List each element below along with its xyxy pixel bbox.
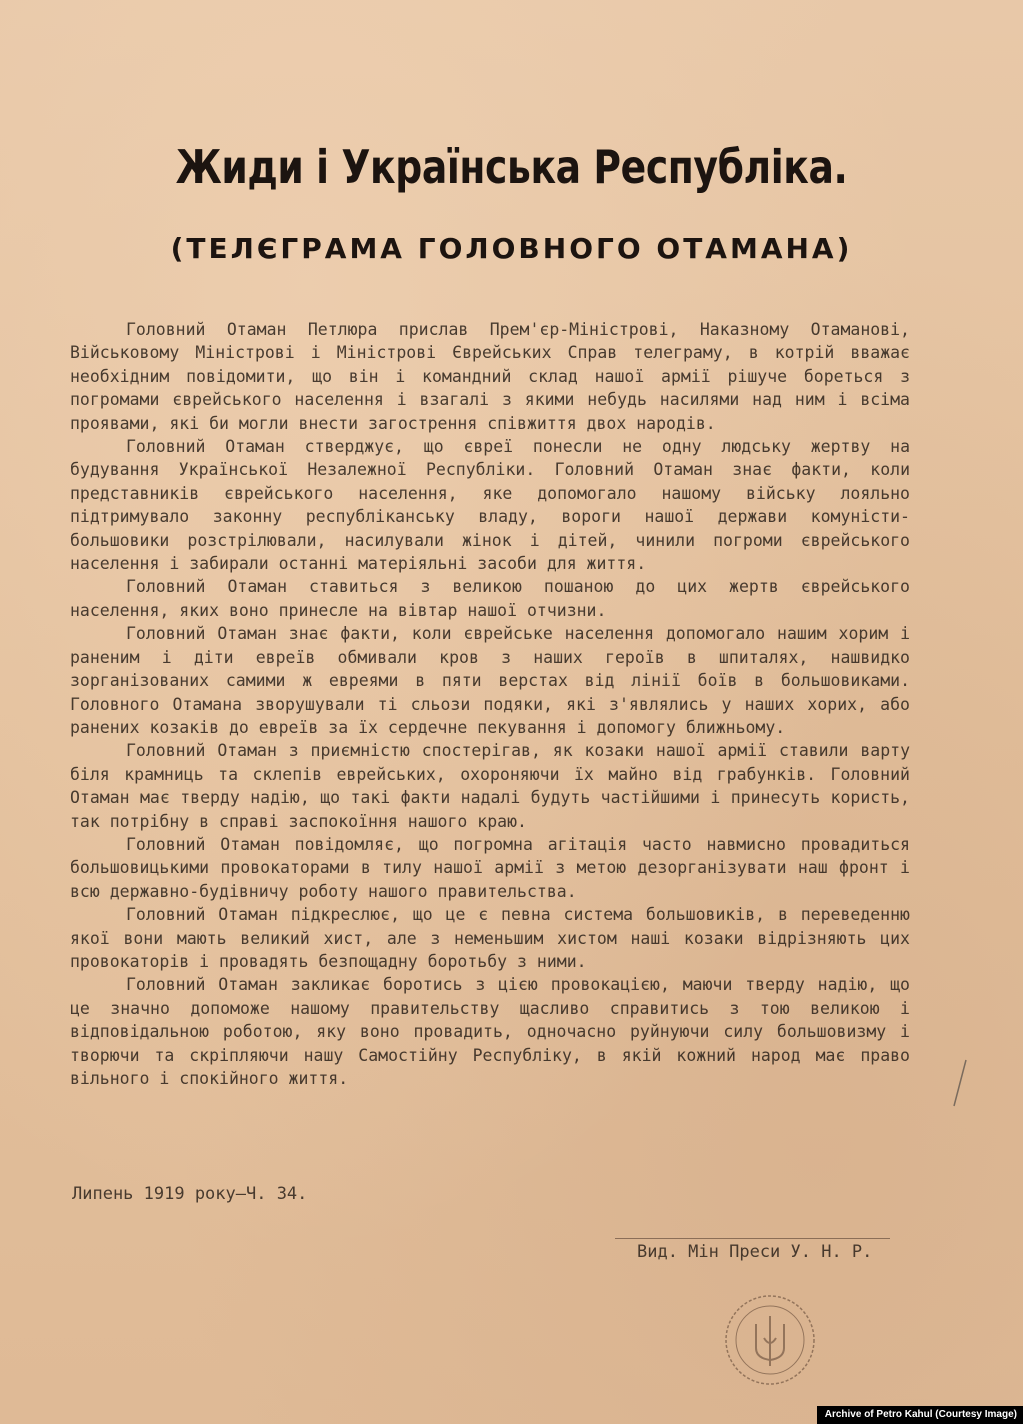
paragraph: Головний Отаман Петлюра прислав Прем'єр-Міністрові, Наказному Отаманові, Військовому Міністрові і Міністрові Єврейських Справ телеграму, в котрій вважає необхідним повідомити, що він і командний склад нашої армії рішуче бореться з погромами єврейського населення і взагалі з якими небудь насилями над ним і всіма проявами, які би могли внести загострення співжиття двох народів. <box>70 320 910 433</box>
paragraph: Головний Отаман знає факти, коли єврейське населення допомогало нашим хорим і раненим і діти евреїв обмивали кров з наших героїв в шпиталях, нашвидко зорганізованих самими ж евреями в пяти верстах від лінії боїв в большовиками. Головного Отамана зворушували ті сльози подяки, які з'являлись у наших хорих, або ранених козаків до евреїв за їх сердечне пекування і допомогу ближньому. <box>70 624 910 737</box>
signature-rule <box>615 1238 890 1239</box>
document-title: Жиди і Українська Республіка. <box>175 140 848 194</box>
paragraph: Головний Отаман повідомляє, що погромна агітація часто навмисно провадиться большовицькими провокаторами в тилу нашої армії з метою дезорганізувати наш фронт і всю державно-будівничу роботу нашого правительства. <box>70 834 910 901</box>
paragraph: Головний Отаман закликає боротись з цією провокацією, маючи тверду надію, що це значно допоможе нашому правительству щасливо справитись з тою великою і відповідальною роботою, яку воно провадить, одночасно руйнуючи силу большовизму і творючи та скріпляючи нашу Самостійну Республіку, в якій кожний народ має право вільного і спокійного життя. <box>70 975 910 1088</box>
publisher-line: Вид. Мін Преси У. Н. Р. <box>637 1242 873 1262</box>
document-subtitle: (ТЕЛЄГРАМА ГОЛОВНОГО ОТАМАНА) <box>170 232 853 265</box>
paragraph: Головний Отаман підкреслює, що це є певна система большовиків, в переведенню якої вони мають великий хист, але з неменьшим хистом наші козаки відрізняють цих провокаторів і провадять безпощадну боротьбу з ними. <box>70 905 910 971</box>
trident-stamp-icon <box>720 1290 820 1390</box>
document-body <box>70 318 910 1090</box>
paragraph: Головний Отаман з приємністю спостерігав, як козаки нашої армії ставили варту біля крамниць та склепів еврейських, охороняючи їх майно від грабунків. Головний Отаман має тверду надію, що такі факти надалі будуть частійшими і принесуть користь, так потрібну в справі заспокоїння нашого краю. <box>70 741 910 831</box>
paragraph: Головний Отаман ставиться з великою пошаною до цих жертв єврейського населення, яких воно принесле на вівтар нашої отчизни. <box>70 577 910 620</box>
paragraph: Головний Отаман стверджує, що євреї понесли не одну людську жертву на будування Української Незалежної Республіки. Головний Отаман знає факти, коли представників єврейського населення, яке допомогало нашому війську лояльно підтримувало законну республіканську владу, вороги нашої держави комуністи-большовики розстрілювали, насилували жінок і дітей, чинили погроми єврейського населення і забирали останні матеріяльні засоби для життя. <box>70 437 910 574</box>
date-line: Липень 1919 року—Ч. 34. <box>72 1184 308 1204</box>
image-credit: Archive of Petro Kahul (Courtesy Image) <box>817 1406 1023 1424</box>
pencil-mark <box>950 1058 970 1108</box>
